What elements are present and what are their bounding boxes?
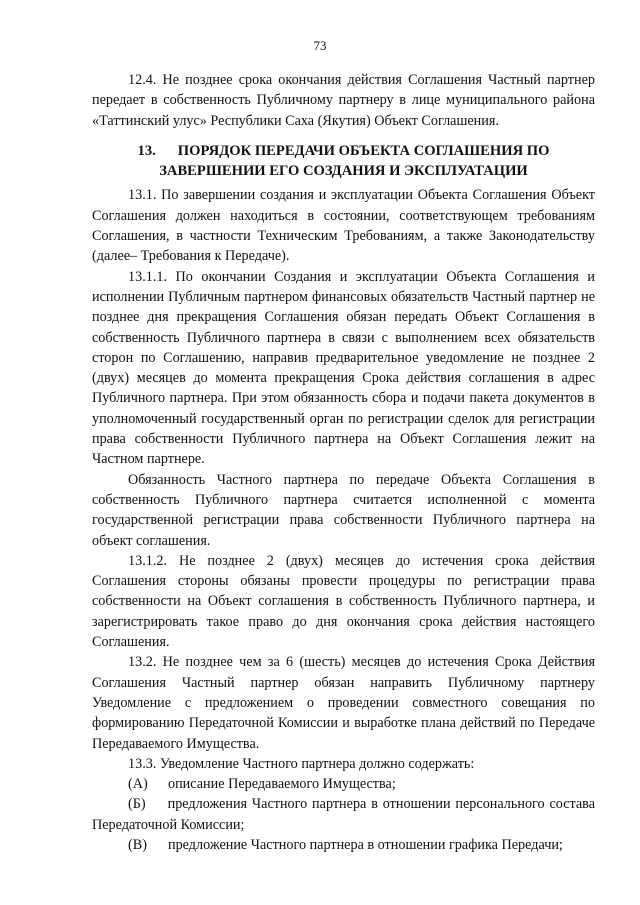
list-item-marker: (Б) — [128, 796, 146, 813]
list-item — [92, 774, 595, 794]
section-heading-13 — [92, 141, 595, 182]
list-item — [92, 835, 595, 855]
paragraph-13-3: 13.3. Уведомление Частного партнера должно содержать: — [128, 755, 475, 772]
document-body — [92, 70, 595, 855]
paragraph-13-2: 13.2. Не позднее чем за 6 (шесть) месяцев до истечения Срока Действия Соглашения Частный партнер обязан направить Публичному партнеру Уведомление с предложением о проведении совместного совещания по формированию Передаточной Комиссии и выработке плана действий по Передаче Передаваемого Имущества. — [92, 654, 595, 752]
list-item-text: предложение Частного партнера в отношении графика Передачи; — [168, 836, 563, 853]
section-number: 13. — [137, 142, 156, 159]
list-item — [92, 794, 595, 835]
paragraph-12-4: 12.4. Не позднее срока окончания действия Соглашения Частный партнер передает в собственность Публичному партнеру в лице муниципального района «Таттинский улус» Республики Саха (Якутия) Объект Соглашения. — [92, 72, 595, 129]
list-item-text: предложения Частного партнера в отношении персонального состава Передаточной Комиссии; — [92, 796, 595, 833]
paragraph-13-1-2: 13.1.2. Не позднее 2 (двух) месяцев до истечения срока действия Соглашения стороны обязаны провести процедуры по регистрации права собственности на Объект соглашения в собственность Публичного партнера, и зарегистрировать такое право до дня окончания срока действия настоящего Соглашения. — [92, 552, 595, 651]
list-item-text: описание Передаваемого Имущества; — [168, 776, 396, 793]
paragraph-obligation: Обязанность Частного партнера по передаче Объекта Соглашения в собственность Публичного партнера считается исполненной с момента государственной регистрации права собственности Публичного партнера на объект соглашения. — [92, 471, 595, 549]
section-title: ПОРЯДОК ПЕРЕДАЧИ ОБЪЕКТА СОГЛАШЕНИЯ ПО ЗАВЕРШЕНИИ ЕГО СОЗДАНИЯ И ЭКСПЛУАТАЦИИ — [159, 142, 550, 180]
paragraph-13-1: 13.1. По завершении создания и эксплуатации Объекта Соглашения Объект Соглашения должен находиться в состоянии, соответствующем требованиям Соглашения, в частности Техническим Требованиям, а также Законодательству (далее– Требования к Передаче). — [92, 187, 595, 265]
page-number: 73 — [313, 38, 327, 53]
list-item-marker: (А) — [128, 776, 148, 793]
list-item-marker: (В) — [128, 836, 147, 853]
paragraph-13-1-1: 13.1.1. По окончании Создания и эксплуатации Объекта Соглашения и исполнении Публичным партнером финансовых обязательств Частный партнер не позднее дня прекращения Соглашения обязан передать Объект Соглашения в собственность Публичного партнера в связи с выполнением всех обязательств сторон по Соглашению, направив предварительное уведомление не позднее 2 (двух) месяцев до момента прекращения Срока действия соглашения в адрес Публичного партнера. При этом обязанность сбора и подачи пакета документов в уполномоченный государственный орган по регистрации сделок для регистрации права собственности Публичного партнера на Объект Соглашения лежит на Частном партнере. — [92, 268, 595, 468]
